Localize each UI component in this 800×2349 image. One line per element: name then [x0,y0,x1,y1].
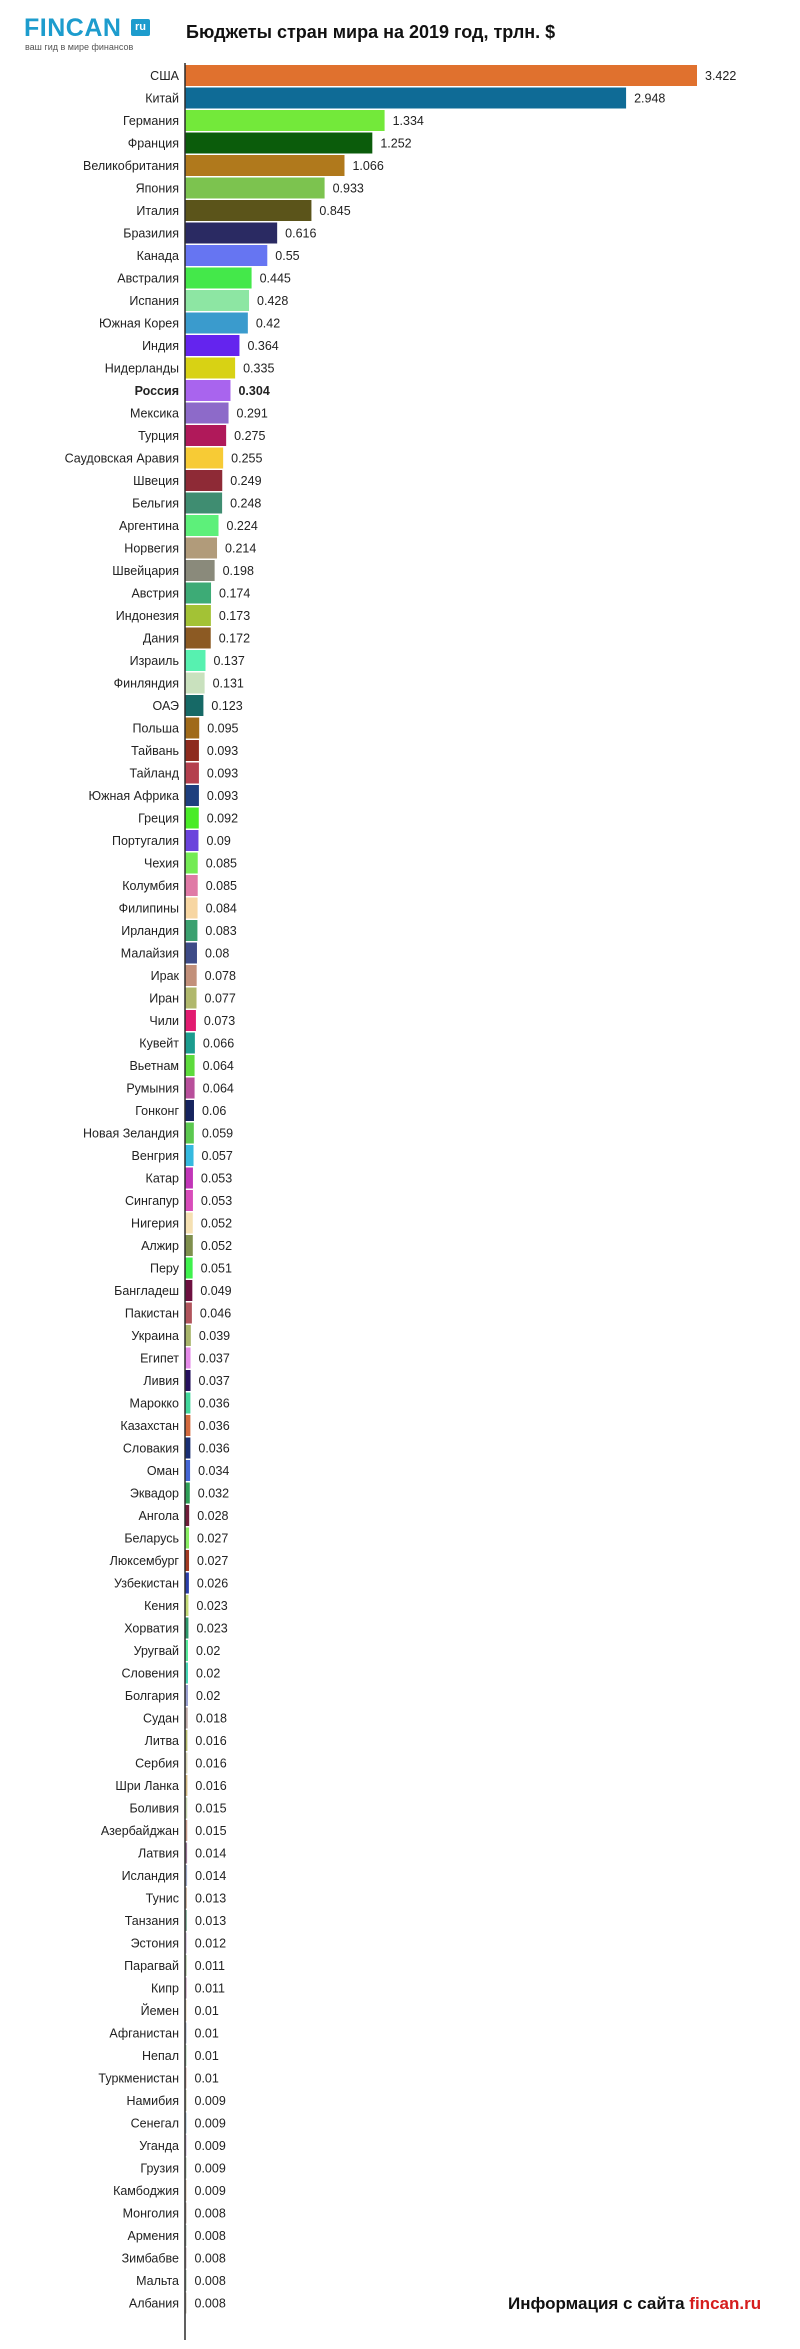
category-label-68: Кения [144,1599,179,1613]
bar-4 [185,155,344,176]
value-label-26: 0.137 [213,654,245,668]
category-label-27: Финляндия [113,676,179,691]
value-label-95: 0.008 [194,2206,226,2221]
bar-23 [185,583,211,604]
category-label-23: Австрия [131,586,179,601]
category-label-79: Латвия [138,1846,179,1861]
category-label-89: Туркменистан [98,2071,179,2086]
value-label-79: 0.014 [195,1846,227,1861]
category-label-8: Канада [136,249,179,263]
category-label-80: Исландия [121,1869,179,1883]
value-label-66: 0.027 [197,1554,229,1568]
bar-13 [185,358,235,379]
category-label-0: США [150,69,179,83]
category-label-2: Германия [122,114,179,128]
bar-18 [185,470,222,491]
bar-51 [185,1213,193,1234]
bar-14 [185,380,230,401]
category-label-91: Сенегал [130,2116,179,2131]
value-label-67: 0.026 [196,1576,229,1591]
value-label-91: 0.009 [194,2116,226,2131]
chart-title: Бюджеты стран мира на 2019 год, трлн. $ [186,22,556,42]
bar-24 [185,605,211,626]
value-label-31: 0.093 [206,766,239,781]
category-label-94: Камбоджия [113,2184,179,2198]
value-label-16: 0.275 [234,429,266,443]
value-label-18: 0.249 [230,474,262,488]
source-prefix: Информация с сайта [508,2294,685,2313]
value-label-21: 0.214 [225,541,257,556]
bar-40 [185,965,197,986]
category-label-42: Чили [149,1014,179,1028]
category-label-97: Зимбабве [121,2251,179,2266]
value-label-97: 0.008 [194,2251,226,2266]
value-label-90: 0.009 [194,2094,226,2108]
value-label-0: 3.422 [705,69,737,83]
category-label-83: Эстония [130,1936,179,1951]
category-label-20: Аргентина [119,519,179,533]
category-label-32: Южная Африка [88,789,179,803]
value-label-78: 0.015 [195,1824,227,1838]
category-label-73: Судан [142,1711,179,1726]
category-label-82: Танзания [124,1914,179,1928]
value-label-57: 0.037 [198,1351,230,1366]
bar-42 [185,1010,196,1031]
value-label-60: 0.036 [198,1419,230,1433]
value-label-81: 0.013 [194,1891,227,1906]
value-label-22: 0.198 [222,564,254,578]
category-label-96: Армения [127,2229,179,2243]
value-label-47: 0.059 [201,1126,234,1141]
category-label-19: Бельгия [132,496,179,511]
value-label-3: 1.252 [380,136,412,151]
category-label-76: Шри Ланка [115,1779,179,1793]
category-label-16: Турция [138,429,179,443]
category-label-7: Бразилия [123,226,179,241]
category-label-93: Грузия [140,2161,179,2176]
bar-33 [185,808,199,829]
category-label-51: Нигерия [131,1216,179,1231]
category-label-66: Люксембург [109,1554,179,1568]
value-label-83: 0.012 [194,1936,227,1951]
category-label-53: Перу [150,1261,179,1276]
value-label-11: 0.42 [255,316,281,331]
category-label-56: Украина [131,1329,179,1343]
value-label-94: 0.009 [194,2184,226,2198]
value-label-56: 0.039 [198,1329,231,1343]
category-label-61: Словакия [122,1441,179,1456]
category-label-84: Парагвай [124,1959,179,1973]
category-label-87: Афганистан [109,2026,179,2041]
bar-1 [185,88,626,109]
bar-2 [185,110,385,131]
value-label-48: 0.057 [201,1149,233,1163]
value-label-88: 0.01 [194,2049,219,2063]
value-label-75: 0.016 [195,1756,227,1771]
bar-16 [185,425,226,446]
value-label-61: 0.036 [198,1441,230,1456]
value-label-33: 0.092 [206,811,239,826]
category-label-1: Китай [145,91,179,106]
bar-57 [185,1348,191,1369]
category-label-49: Катар [145,1171,179,1186]
value-label-84: 0.011 [194,1959,226,1973]
value-label-12: 0.364 [247,339,279,353]
category-label-88: Непал [142,2049,179,2063]
value-label-37: 0.084 [205,901,237,916]
category-label-9: Австралия [117,271,179,286]
value-label-49: 0.053 [200,1171,233,1186]
category-label-33: Греция [138,811,179,826]
category-label-18: Швеция [133,474,179,488]
value-label-34: 0.09 [206,834,231,848]
value-label-1: 2.948 [634,91,666,106]
bar-32 [185,785,199,806]
category-label-43: Кувейт [139,1036,179,1051]
bar-27 [185,673,205,694]
category-label-3: Франция [127,136,179,151]
bar-29 [185,718,199,739]
bar-56 [185,1325,191,1346]
bar-45 [185,1078,195,1099]
value-label-59: 0.036 [198,1396,230,1411]
bar-54 [185,1280,192,1301]
category-label-85: Кипр [151,1981,179,1996]
logo-badge: ru [131,19,150,36]
value-label-50: 0.053 [200,1194,233,1208]
value-label-58: 0.037 [198,1374,230,1388]
category-label-58: Ливия [143,1374,179,1388]
value-label-30: 0.093 [206,744,239,758]
source-site-link[interactable]: fincan.ru [689,2294,762,2313]
value-label-98: 0.008 [194,2274,226,2288]
value-label-46: 0.06 [201,1104,227,1118]
category-label-75: Сербия [135,1756,179,1771]
category-label-99: Албания [128,2296,179,2311]
value-label-70: 0.02 [195,1644,221,1658]
value-label-44: 0.064 [202,1059,234,1073]
bar-53 [185,1258,193,1279]
category-label-77: Боливия [129,1801,179,1816]
category-label-92: Уганда [139,2139,179,2153]
value-label-85: 0.011 [194,1981,226,1996]
value-label-9: 0.445 [259,271,291,286]
value-label-62: 0.034 [198,1464,230,1478]
category-label-78: Азербайджан [100,1824,179,1838]
value-label-40: 0.078 [204,969,236,983]
category-label-86: Йемен [140,2004,179,2018]
bar-25 [185,628,211,649]
bar-38 [185,920,197,941]
bar-44 [185,1055,195,1076]
value-label-7: 0.616 [285,226,317,241]
category-label-13: Нидерланды [104,361,179,376]
bar-47 [185,1123,194,1144]
category-label-41: Иран [149,991,179,1006]
value-label-82: 0.013 [194,1914,227,1928]
bar-5 [185,178,325,199]
bar-30 [185,740,199,761]
category-label-38: Ирландия [121,924,179,938]
category-label-36: Колумбия [122,879,179,893]
value-label-52: 0.052 [200,1239,233,1253]
category-label-15: Мексика [129,406,179,421]
value-label-55: 0.046 [199,1306,232,1321]
value-label-28: 0.123 [211,699,243,713]
bar-62 [185,1460,190,1481]
value-label-8: 0.55 [275,249,300,263]
value-label-71: 0.02 [195,1666,221,1681]
bar-52 [185,1235,193,1256]
category-label-28: ОАЭ [152,699,179,713]
value-label-43: 0.066 [202,1036,235,1051]
value-label-14: 0.304 [238,384,270,398]
category-label-70: Уругвай [133,1644,179,1658]
bar-19 [185,493,222,514]
category-label-30: Тайвань [131,744,179,758]
bar-36 [185,875,198,896]
value-label-53: 0.051 [200,1261,232,1276]
category-label-29: Польша [132,721,179,736]
bar-50 [185,1190,193,1211]
value-label-36: 0.085 [205,879,237,893]
bar-35 [185,853,198,874]
category-label-63: Эквадор [129,1486,179,1501]
category-label-64: Ангола [138,1509,179,1523]
bar-55 [185,1303,192,1324]
bar-20 [185,515,219,536]
value-label-74: 0.016 [195,1734,227,1748]
category-label-24: Индонезия [115,609,179,623]
category-label-48: Венгрия [131,1149,179,1163]
value-label-65: 0.027 [197,1531,229,1546]
value-label-45: 0.064 [202,1081,234,1096]
value-label-93: 0.009 [194,2161,226,2176]
value-label-42: 0.073 [203,1014,236,1028]
category-label-65: Беларусь [124,1531,179,1546]
bar-15 [185,403,229,424]
value-label-20: 0.224 [226,519,258,533]
bar-21 [185,538,217,559]
value-label-96: 0.008 [194,2229,226,2243]
bar-11 [185,313,248,334]
category-label-72: Болгария [124,1689,179,1703]
value-label-92: 0.009 [194,2139,226,2153]
value-label-77: 0.015 [195,1801,227,1816]
value-label-69: 0.023 [196,1621,228,1636]
category-label-14: Россия [134,384,179,398]
value-label-10: 0.428 [257,294,289,308]
source-note [508,2294,761,2314]
bar-60 [185,1415,190,1436]
value-label-86: 0.01 [194,2004,219,2018]
category-label-50: Сингапур [125,1194,179,1208]
category-label-11: Южная Корея [99,316,179,331]
value-label-19: 0.248 [230,496,262,511]
category-label-31: Тайланд [129,766,179,781]
value-label-41: 0.077 [204,991,236,1006]
value-label-39: 0.08 [204,946,230,961]
value-label-24: 0.173 [218,609,251,623]
bar-8 [185,245,267,266]
category-label-54: Бангладеш [114,1284,179,1298]
value-label-89: 0.01 [194,2071,219,2086]
value-label-64: 0.028 [197,1509,229,1523]
bar-41 [185,988,197,1009]
category-label-40: Ирак [150,969,179,983]
value-label-27: 0.131 [212,676,244,691]
value-label-80: 0.014 [195,1869,227,1883]
value-label-54: 0.049 [200,1284,232,1298]
bar-9 [185,268,252,289]
value-label-6: 0.845 [319,204,351,218]
value-label-51: 0.052 [200,1216,233,1231]
bar-58 [185,1370,191,1391]
category-label-26: Израиль [129,654,179,668]
category-label-71: Словения [121,1666,179,1681]
category-label-81: Тунис [145,1891,179,1906]
bar-49 [185,1168,193,1189]
category-label-55: Пакистан [124,1306,179,1321]
value-label-4: 1.066 [352,159,384,173]
bar-0 [185,65,697,86]
category-label-95: Монголия [122,2206,179,2221]
category-label-47: Новая Зеландия [83,1126,179,1141]
bar-22 [185,560,215,581]
category-label-12: Индия [142,339,179,353]
category-label-5: Япония [135,181,179,196]
value-label-35: 0.085 [205,856,237,871]
bar-17 [185,448,223,469]
logo-tagline: ваш гид в мире финансов [25,42,134,52]
value-label-13: 0.335 [243,361,275,376]
category-label-98: Мальта [136,2274,179,2288]
category-label-57: Египет [140,1351,179,1366]
bar-48 [185,1145,194,1166]
category-label-67: Узбекистан [114,1576,179,1591]
bar-3 [185,133,372,154]
category-label-60: Казахстан [120,1419,179,1433]
value-label-29: 0.095 [207,721,239,736]
category-label-74: Литва [144,1734,179,1748]
category-label-45: Румыния [126,1081,179,1096]
category-label-59: Марокко [129,1396,179,1411]
value-label-23: 0.174 [219,586,251,601]
category-label-44: Вьетнам [129,1059,179,1073]
category-label-22: Швейцария [112,564,179,578]
bar-7 [185,223,277,244]
value-label-63: 0.032 [197,1486,230,1501]
value-label-5: 0.933 [332,181,364,196]
category-label-25: Дания [142,631,179,646]
category-label-90: Намибия [126,2094,179,2108]
value-label-73: 0.018 [195,1711,227,1726]
category-label-17: Саудовская Аравия [64,451,179,466]
bar-26 [185,650,205,671]
bar-37 [185,898,198,919]
value-label-99: 0.008 [194,2296,226,2311]
category-label-69: Хорватия [124,1621,179,1636]
value-label-38: 0.083 [205,924,237,938]
bar-6 [185,200,311,221]
bar-10 [185,290,249,311]
value-label-72: 0.02 [195,1689,221,1703]
bar-12 [185,335,239,356]
bar-43 [185,1033,195,1054]
bar-34 [185,830,198,851]
bar-46 [185,1100,194,1121]
value-label-32: 0.093 [206,789,239,803]
category-label-21: Норвегия [124,541,179,556]
value-label-25: 0.172 [218,631,251,646]
bar-59 [185,1393,190,1414]
bar-61 [185,1438,190,1459]
category-label-62: Оман [146,1464,179,1478]
category-label-46: Гонконг [135,1104,179,1118]
value-label-87: 0.01 [194,2026,219,2041]
category-label-34: Португалия [111,834,179,848]
category-label-52: Алжир [141,1239,179,1253]
value-label-17: 0.255 [231,451,263,466]
bar-31 [185,763,199,784]
value-label-2: 1.334 [392,114,424,128]
value-label-68: 0.023 [196,1599,228,1613]
category-label-39: Малайзия [120,946,179,961]
value-label-76: 0.016 [195,1779,227,1793]
bar-28 [185,695,203,716]
bar-39 [185,943,197,964]
category-label-4: Великобритания [83,159,179,173]
value-label-15: 0.291 [236,406,268,421]
category-label-37: Филипины [118,901,179,916]
category-label-6: Италия [136,204,179,218]
category-label-35: Чехия [143,856,179,871]
logo-wordmark: FINCAN [24,14,122,42]
category-label-10: Испания [129,294,179,308]
